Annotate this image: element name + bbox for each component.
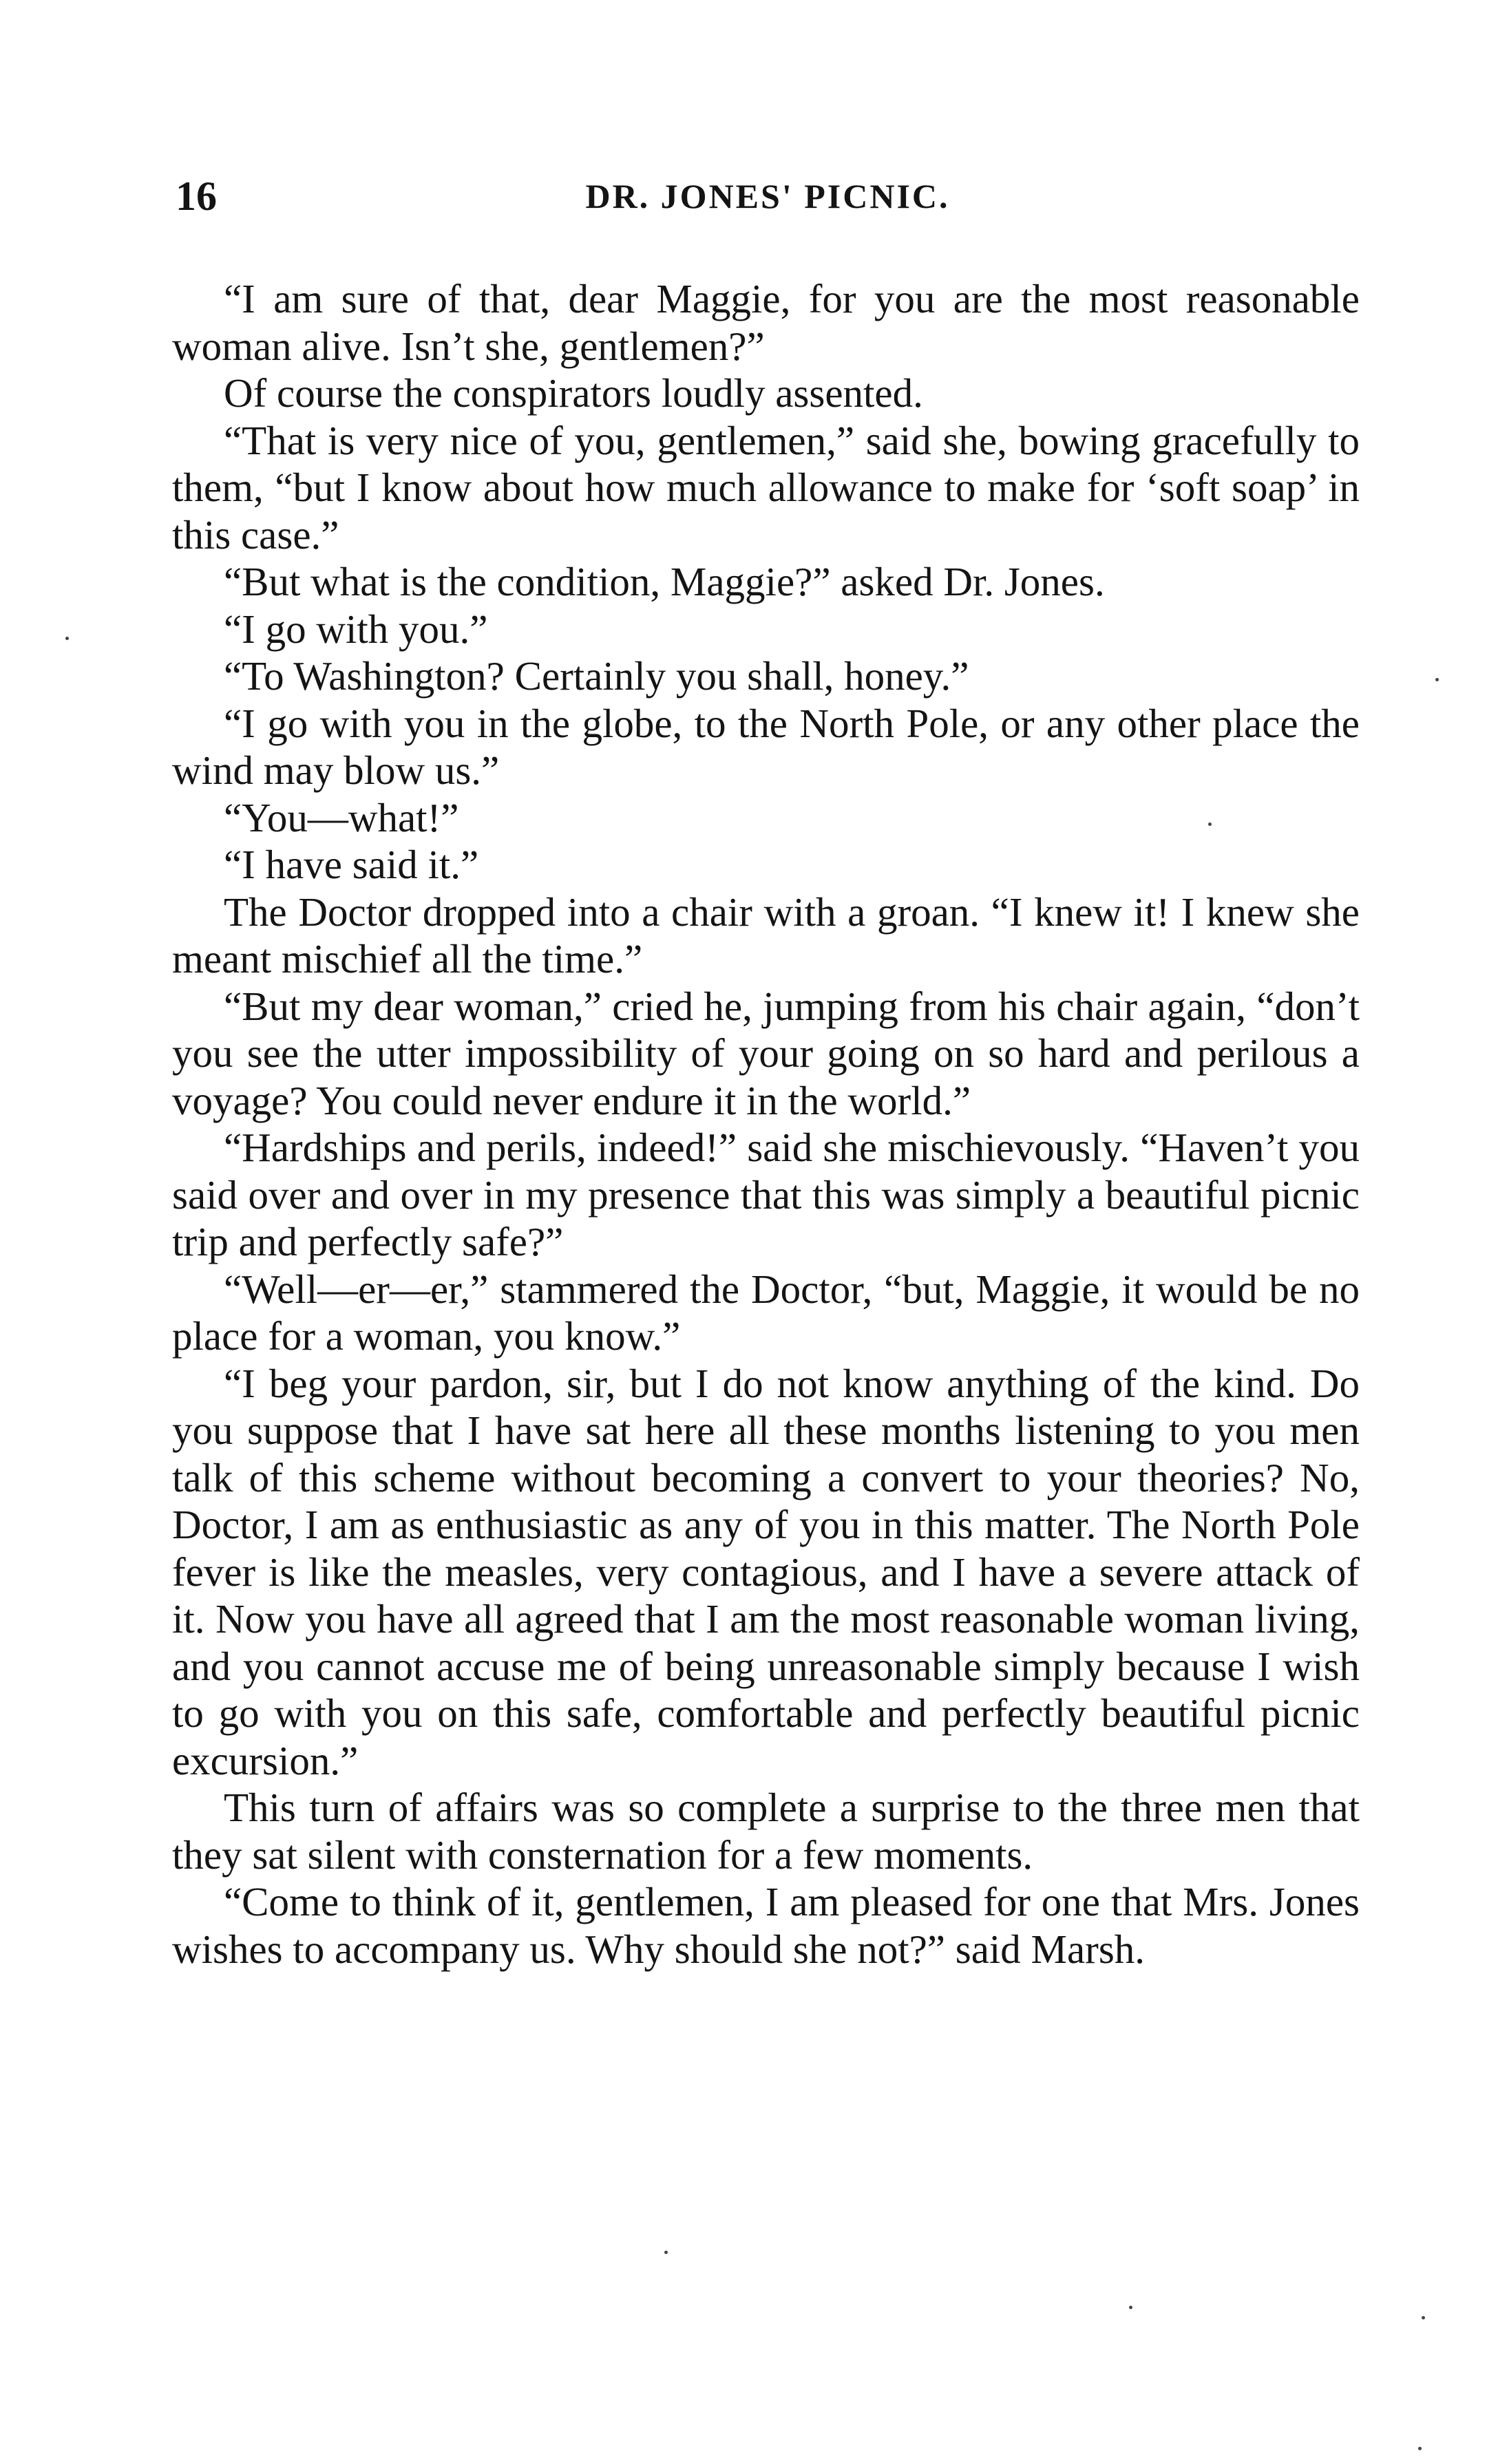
body-text: [172, 275, 1360, 1973]
paragraph: The Doctor dropped into a chair with a groan. “I knew it! I knew she meant mischief all the time.”: [172, 889, 1360, 981]
scan-speck: [1435, 678, 1439, 681]
paragraph: “That is very nice of you, gentlemen,” said she, bowing gracefully to them, “but I know about how much allowance to make for ‘soft soap’ in this case.”: [172, 417, 1360, 557]
scan-speck: [65, 637, 69, 640]
paragraph: “Hardships and perils, indeed!” said she mischievously. “Haven’t you said over and over in my presence that this was simply a beautiful picnic trip and perfectly safe?”: [172, 1125, 1360, 1264]
scan-speck: [664, 2251, 668, 2254]
paragraph: “I go with you.”: [224, 606, 488, 652]
scan-speck: [1129, 2306, 1132, 2309]
paragraph: “But what is the condition, Maggie?” asked Dr. Jones.: [224, 559, 1105, 604]
paragraph: Of course the conspirators loudly assented.: [224, 370, 923, 416]
scan-speck: [1422, 2316, 1425, 2319]
paragraph: “But my dear woman,” cried he, jumping from his chair again, “don’t you see the utter impossibility of your going on so hard and perilous a voyage? You could never endure it in the world.”: [172, 983, 1360, 1123]
paragraph: “I am sure of that, dear Maggie, for you are the most reasonable woman alive. Isn’t she, gentlemen?”: [172, 276, 1360, 369]
paragraph: “To Washington? Certainly you shall, honey.”: [224, 653, 969, 699]
scan-speck: [1418, 2447, 1422, 2450]
page-header: [176, 172, 1360, 220]
paragraph: “I go with you in the globe, to the North Pole, or any other place the wind may blow us.”: [172, 700, 1360, 793]
paragraph: “I beg your pardon, sir, but I do not know anything of the kind. Do you suppose that I have sat here all these months listening to you men talk of this scheme without becoming a convert to your theories? No, Doctor, I am as enthusiastic as any of you in this matter. The North Pole fever is like the measles, very contagious, and I have a severe attack of it. Now you have all agreed that I am the most reasonable woman living, and you cannot accuse me of being unreasonable simply because I wish to go with you on this safe, comfortable and perfectly beautiful picnic excursion.”: [172, 1360, 1360, 1783]
paragraph: “I have said it.”: [224, 842, 479, 887]
paragraph: “You—what!”: [224, 794, 459, 840]
paragraph: “Well—er—er,” stammered the Doctor, “but, Maggie, it would be no place for a woman, you know.”: [172, 1266, 1360, 1359]
running-title: DR. JONES' PICNIC.: [585, 177, 950, 215]
scan-speck: [1208, 822, 1212, 826]
paragraph: This turn of affairs was so complete a surprise to the three men that they sat silent with consternation for a few moments.: [172, 1785, 1360, 1878]
paragraph: “Come to think of it, gentlemen, I am pleased for one that Mrs. Jones wishes to accompany us. Why should she not?” said Marsh.: [172, 1879, 1360, 1972]
page-number: 16: [176, 173, 217, 219]
